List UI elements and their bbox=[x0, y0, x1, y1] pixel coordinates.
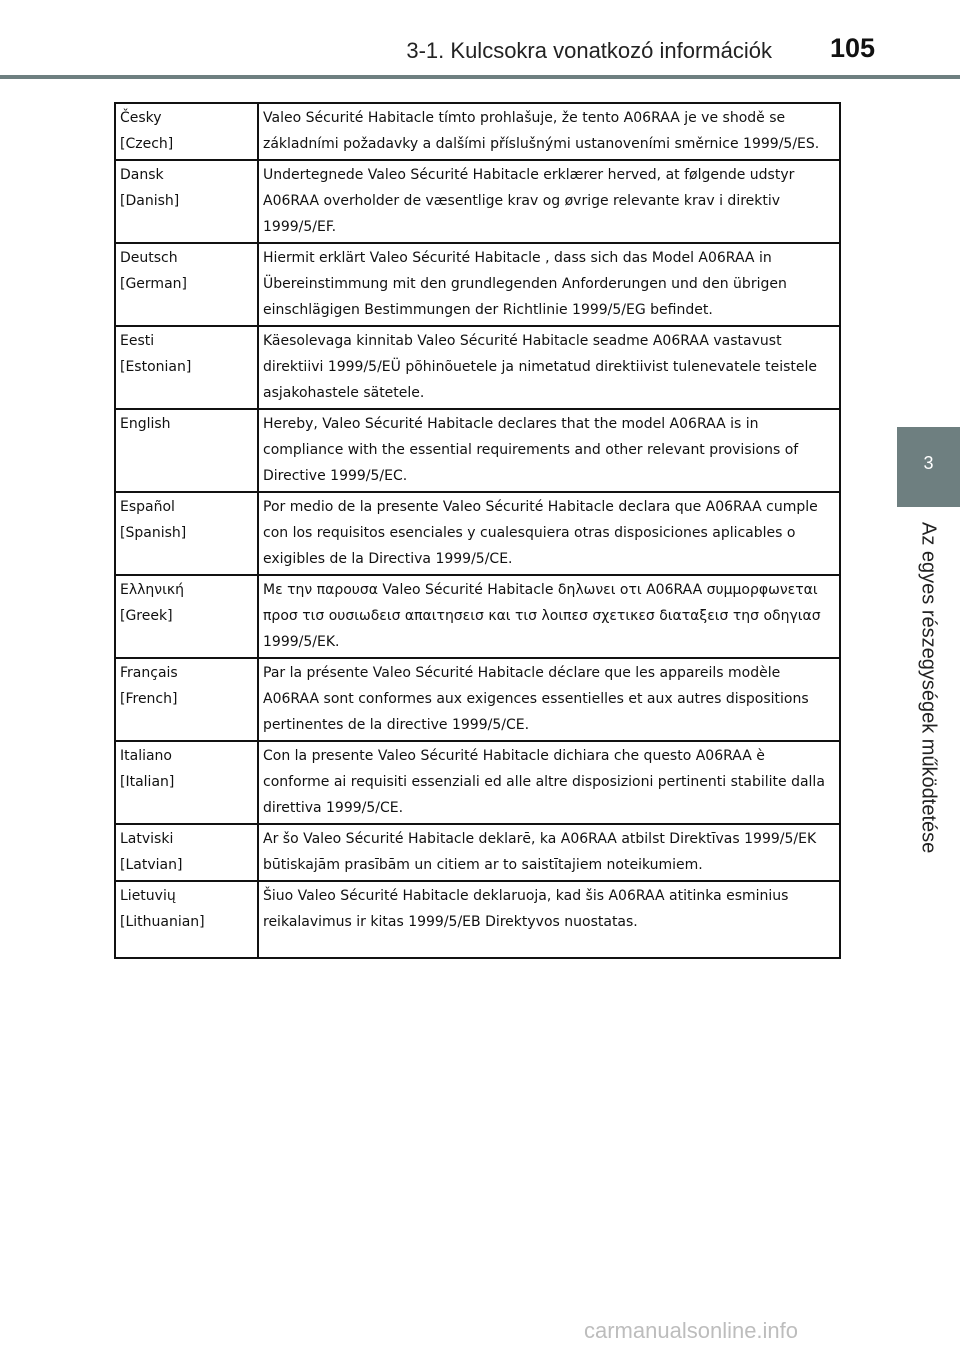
page-header-title: 3-1. Kulcsokra vonatkozó információk bbox=[406, 38, 772, 63]
table-row bbox=[115, 160, 840, 243]
declaration-text: Hiermit erklärt Valeo Sécurité Habitacle , dass sich das Model A06RAA in Übereinstimmung mit den grundlegenden Anforderungen und den übrigen einschlägigen Bestimmungen der Richtlinie 1999/5/EG befindet. bbox=[258, 243, 840, 326]
header-rule bbox=[0, 75, 960, 79]
table-row bbox=[115, 409, 840, 492]
language-name: Latviski bbox=[120, 831, 174, 847]
language-cell bbox=[115, 160, 258, 243]
watermark: carmanualsonline.info bbox=[584, 1318, 799, 1343]
language-name: Español bbox=[120, 499, 175, 515]
declaration-text: Valeo Sécurité Habitacle tímto prohlašuje, že tento A06RAA je ve shodě se základními požadavky a dalšími příslušnými ustanoveními směrnice 1999/5/ES. bbox=[258, 103, 840, 160]
language-name: Ελληνική bbox=[120, 582, 184, 598]
language-cell bbox=[115, 409, 258, 492]
language-english-name: [Danish] bbox=[120, 193, 180, 209]
language-english-name: [German] bbox=[120, 276, 187, 292]
declaration-text: Undertegnede Valeo Sécurité Habitacle erklærer herved, at følgende udstyr A06RAA overholder de væsentlige krav og øvrige relevante krav i direktiv 1999/5/EF. bbox=[258, 160, 840, 243]
declaration-text: Par la présente Valeo Sécurité Habitacle déclare que les appareils modèle A06RAA sont conformes aux exigences essentielles et aux autres dispositions pertinentes de la directive 1999/5/CE. bbox=[258, 658, 840, 741]
declaration-text: Käesolevaga kinnitab Valeo Sécurité Habitacle seadme A06RAA vastavust direktiivi 1999/5/EÜ põhinõuetele ja nimetatud direktiivist tulenevatele teistele asjakohastele sätetele. bbox=[258, 326, 840, 409]
language-english-name: [Latvian] bbox=[120, 857, 183, 873]
chapter-number: 3 bbox=[923, 453, 934, 473]
chapter-title-vertical: Az egyes részegységek működtetése bbox=[917, 522, 940, 854]
language-english-name: [Italian] bbox=[120, 774, 175, 790]
declaration-text: Ar šo Valeo Sécurité Habitacle deklarē, ka A06RAA atbilst Direktīvas 1999/5/EK būtiskajām prasībām un citiem ar to saistītajiem noteikumiem. bbox=[258, 824, 840, 881]
table-row bbox=[115, 243, 840, 326]
declaration-text: Με την παρουσα Valeo Sécurité Habitacle δηλωνει οτι A06RAA συμμορφωνεται προσ τισ ουσιωδεισ απαιτησεισ και τισ λοιπεσ σχετικεσ διαταξεισ τησ οδηγιασ 1999/5/ΕΚ. bbox=[258, 575, 840, 658]
language-cell bbox=[115, 881, 258, 958]
table-row bbox=[115, 575, 840, 658]
language-name: English bbox=[120, 416, 171, 432]
language-english-name: [Czech] bbox=[120, 136, 174, 152]
language-cell bbox=[115, 575, 258, 658]
language-cell bbox=[115, 658, 258, 741]
table-row bbox=[115, 824, 840, 881]
table-row bbox=[115, 658, 840, 741]
page-number: 105 bbox=[830, 33, 876, 63]
declaration-text: Con la presente Valeo Sécurité Habitacle dichiara che questo A06RAA è conforme ai requisiti essenziali ed alle altre disposizioni pertinenti stabilite dalla direttiva 1999/5/CE. bbox=[258, 741, 840, 824]
declaration-text: Por medio de la presente Valeo Sécurité Habitacle declara que A06RAA cumple con los requisitos esenciales y cualesquiera otras disposiciones aplicables o exigibles de la Directiva 1999/5/CE. bbox=[258, 492, 840, 575]
table-row bbox=[115, 326, 840, 409]
declaration-text: Šiuo Valeo Sécurité Habitacle deklaruoja, kad šis A06RAA atitinka esminius reikalavimus ir kitas 1999/5/EB Direktyvos nuostatas. bbox=[258, 881, 840, 958]
language-cell bbox=[115, 326, 258, 409]
language-name: Deutsch bbox=[120, 250, 178, 266]
language-name: Eesti bbox=[120, 333, 155, 349]
declaration-text: Hereby, Valeo Sécurité Habitacle declares that the model A06RAA is in compliance with the essential requirements and other relevant provisions of Directive 1999/5/EC. bbox=[258, 409, 840, 492]
language-cell bbox=[115, 492, 258, 575]
language-name: Dansk bbox=[120, 167, 164, 183]
table-row bbox=[115, 881, 840, 958]
language-cell bbox=[115, 741, 258, 824]
language-english-name: [Lithuanian] bbox=[120, 914, 205, 930]
language-cell bbox=[115, 824, 258, 881]
language-english-name: [Estonian] bbox=[120, 359, 192, 375]
table-row bbox=[115, 103, 840, 160]
table-row bbox=[115, 741, 840, 824]
table-row bbox=[115, 492, 840, 575]
language-cell bbox=[115, 243, 258, 326]
language-name: Lietuvių bbox=[120, 888, 176, 904]
language-english-name: [Spanish] bbox=[120, 525, 187, 541]
language-name: Italiano bbox=[120, 748, 172, 764]
language-cell bbox=[115, 103, 258, 160]
declaration-table bbox=[114, 102, 841, 959]
language-name: Français bbox=[120, 665, 178, 681]
language-english-name: [Greek] bbox=[120, 608, 173, 624]
language-english-name: [French] bbox=[120, 691, 178, 707]
chapter-tab bbox=[897, 427, 960, 507]
language-name: Česky bbox=[120, 110, 162, 126]
